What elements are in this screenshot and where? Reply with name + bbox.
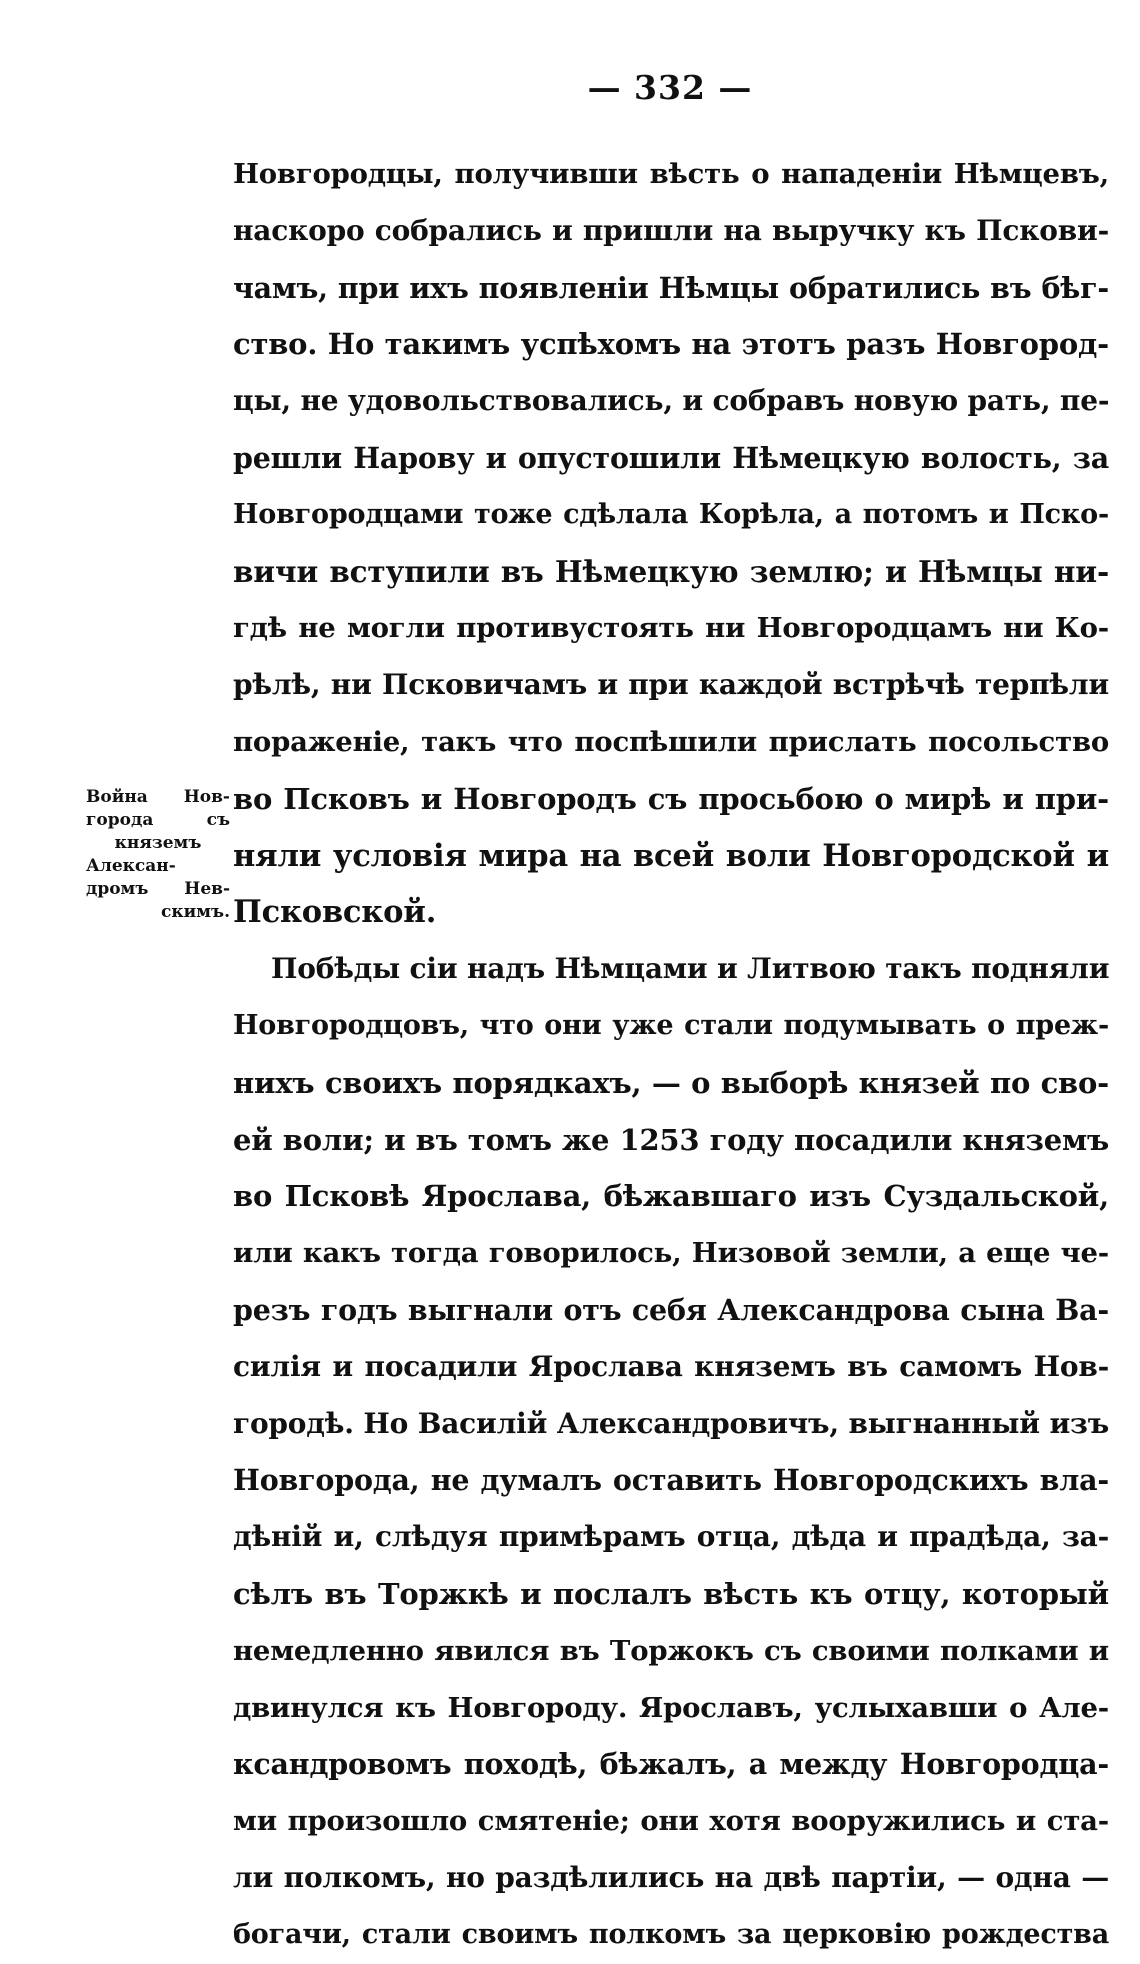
text-line: ли полкомъ, но раздѣлились на двѣ партіи, — одна — [233, 1860, 1109, 1894]
margin-note-line: дромъ Нев- [86, 879, 230, 899]
text-line: двинулся къ Новгороду. Ярославъ, услыхавши о Але- [233, 1691, 1109, 1724]
text-line: Новгородцовъ, что они уже стали подумывать о преж- [233, 1009, 1109, 1041]
text-line: решли Нарову и опустошили Нѣмецкую волость, за [233, 440, 1109, 475]
margin-note [86, 786, 230, 924]
text-line: богачи, стали своимъ полкомъ за церковію рождества [233, 1918, 1109, 1950]
text-line: вичи вступили въ Нѣмецкую землю; и Нѣмцы ни- [233, 553, 1109, 589]
text-line: дѣній и, слѣдуя примѣрамъ отца, дѣда и прадѣда, за- [233, 1520, 1109, 1554]
text-line: Псковской. [233, 894, 437, 931]
text-line: чамъ, при ихъ появленіи Нѣмцы обратились въ бѣг- [233, 270, 1109, 305]
text-line: ми произошло смятеніе; они хотя вооружились и ста- [233, 1805, 1109, 1838]
text-line: Новгородцами тоже сдѣлала Корѣла, а потомъ и Пско- [233, 498, 1109, 530]
text-line: во Псковѣ Ярослава, бѣжавшаго изъ Суздальской, [233, 1179, 1109, 1214]
margin-note-line: Война Нов- [86, 787, 230, 807]
text-line: няли условія мира на всей воли Новгородской и [233, 837, 1109, 874]
text-line: ство. Но такимъ успѣхомъ на этотъ разъ Новгород- [233, 327, 1109, 362]
text-line: во Псковъ и Новгородъ съ просьбою о мирѣ и при- [233, 781, 1109, 816]
text-line: цы, не удовольствовались, и собравъ новую рать, пе- [233, 384, 1110, 418]
text-line: резъ годъ выгнали отъ себя Александрова сына Ва- [233, 1292, 1109, 1327]
text-line: силія и посадили Ярослава княземъ въ самомъ Нов- [233, 1349, 1109, 1383]
margin-note-line: города съ [86, 810, 230, 830]
margin-note-line: Алексан- [86, 856, 176, 876]
text-line: или какъ тогда говорилось, Низовой земли, а еще че- [233, 1237, 1109, 1270]
paragraph-2 [233, 941, 1109, 1963]
text-line: нихъ своихъ порядкахъ, — о выборѣ князей по сво- [233, 1065, 1109, 1100]
page-number: — 332 — [587, 68, 753, 107]
text-line: сѣлъ въ Торжкѣ и послалъ вѣсть къ отцу, который [233, 1576, 1109, 1611]
text-line: ксандровомъ походѣ, бѣжалъ, а между Новгородца- [233, 1747, 1109, 1782]
text-line: наскоро собрались и пришли на выручку къ Пскови- [233, 213, 1109, 247]
margin-note-line: княземъ [114, 833, 202, 853]
text-line: пораженіе, такъ что поспѣшили прислать посольство [233, 725, 1109, 758]
text-line: немедленно явился въ Торжокъ съ своими полками и [233, 1634, 1109, 1667]
text-line: рѣлѣ, ни Псковичамъ и при каждой встрѣчѣ терпѣли [233, 668, 1109, 702]
text-line: гдѣ не могли противустоять ни Новгородцамъ ни Ко- [233, 612, 1109, 645]
text-line: Новгородцы, получивши вѣсть о нападеніи Нѣмцевъ, [233, 158, 1109, 190]
text-line: городѣ. Но Василій Александровичъ, выгнанный изъ [233, 1406, 1109, 1440]
text-line: Побѣды сіи надъ Нѣмцами и Литвою такъ подняли [271, 952, 1110, 986]
margin-note-line: скимъ. [161, 902, 230, 922]
text-line: ей воли; и въ томъ же 1253 году посадили княземъ [233, 1122, 1109, 1157]
text-line: Новгорода, не думалъ оставить Новгородскихъ вла- [233, 1463, 1109, 1498]
body-text [233, 146, 1109, 1964]
paragraph-1 [233, 146, 1109, 941]
